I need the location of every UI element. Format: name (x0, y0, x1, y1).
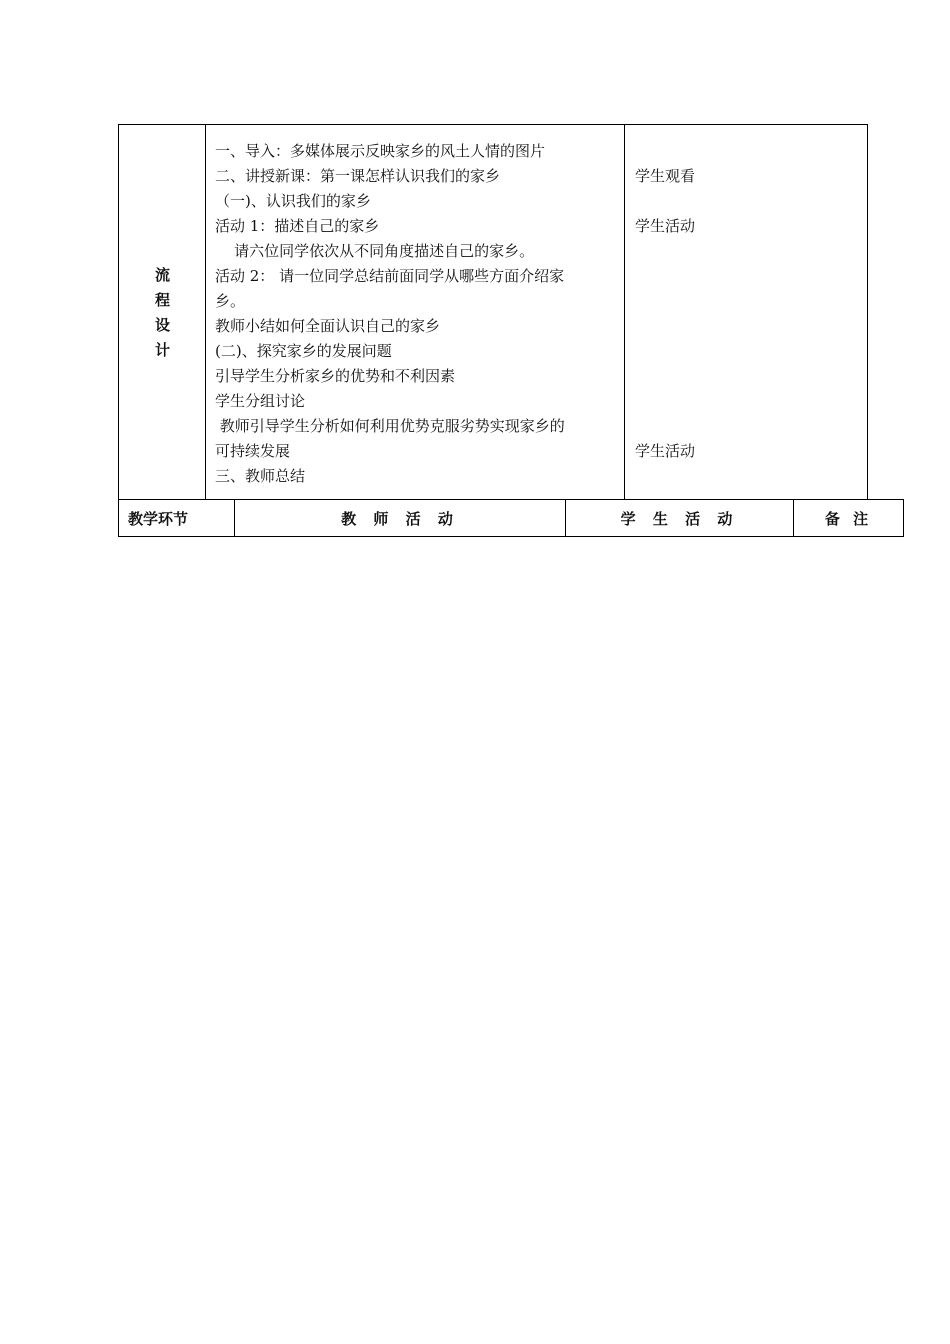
student-line: 学生活动 (635, 217, 696, 235)
column-divider-2 (624, 125, 625, 499)
header-notes: 备 注 (824, 509, 873, 528)
teacher-line: (二)、探究家乡的发展问题 (215, 342, 392, 360)
teacher-line: 教师小结如何全面认识自己的家乡 (215, 317, 441, 335)
section-label-char: 程 (154, 291, 170, 309)
student-line (635, 239, 855, 264)
teacher-line: 教师引导学生分析如何利用优势克服劣势实现家乡的 (215, 417, 565, 435)
student-line (635, 464, 855, 489)
section-label-char: 流 (154, 266, 170, 284)
student-line (635, 139, 855, 164)
teacher-line: 二、讲授新课：第一课怎样认识我们的家乡 (215, 167, 501, 185)
student-activity-column (635, 139, 855, 489)
teacher-line: （一)、认识我们的家乡 (215, 192, 371, 210)
teacher-line: 引导学生分析家乡的优势和不利因素 (215, 367, 456, 385)
teacher-line: 三、教师总结 (215, 467, 306, 485)
teacher-line: 乡。 (215, 292, 246, 310)
teacher-line: 可持续发展 (215, 442, 291, 460)
student-line: 学生观看 (635, 167, 696, 185)
student-line: 学生活动 (635, 442, 696, 460)
student-line (635, 314, 855, 339)
header-teaching-stage: 教学环节 (119, 500, 235, 536)
teacher-line: 一、导入：多媒体展示反映家乡的风土人情的图片 (215, 142, 546, 160)
header-teacher-activity: 教 师 活 动 (235, 500, 566, 536)
teacher-line: 请六位同学依次从不同角度描述自己的家乡。 (215, 242, 535, 260)
student-line (635, 389, 855, 414)
student-line (635, 414, 855, 439)
teacher-line: 活动 2： 请一位同学总结前面同学从哪些方面介绍家 (215, 267, 565, 285)
teacher-line: 学生分组讨论 (215, 392, 306, 410)
student-line (635, 264, 855, 289)
teacher-activity-column (215, 139, 615, 489)
header-student-activity: 学 生 活 动 (566, 500, 794, 536)
student-line (635, 189, 855, 214)
section-label-char: 计 (154, 341, 170, 359)
lesson-flow-table (118, 124, 868, 500)
section-label-char: 设 (154, 316, 170, 334)
student-line (635, 364, 855, 389)
section-label-flow-design (119, 263, 206, 363)
teacher-line: 活动 1：描述自己的家乡 (215, 217, 380, 235)
student-line (635, 289, 855, 314)
student-line (635, 339, 855, 364)
table-header-row (118, 499, 904, 537)
